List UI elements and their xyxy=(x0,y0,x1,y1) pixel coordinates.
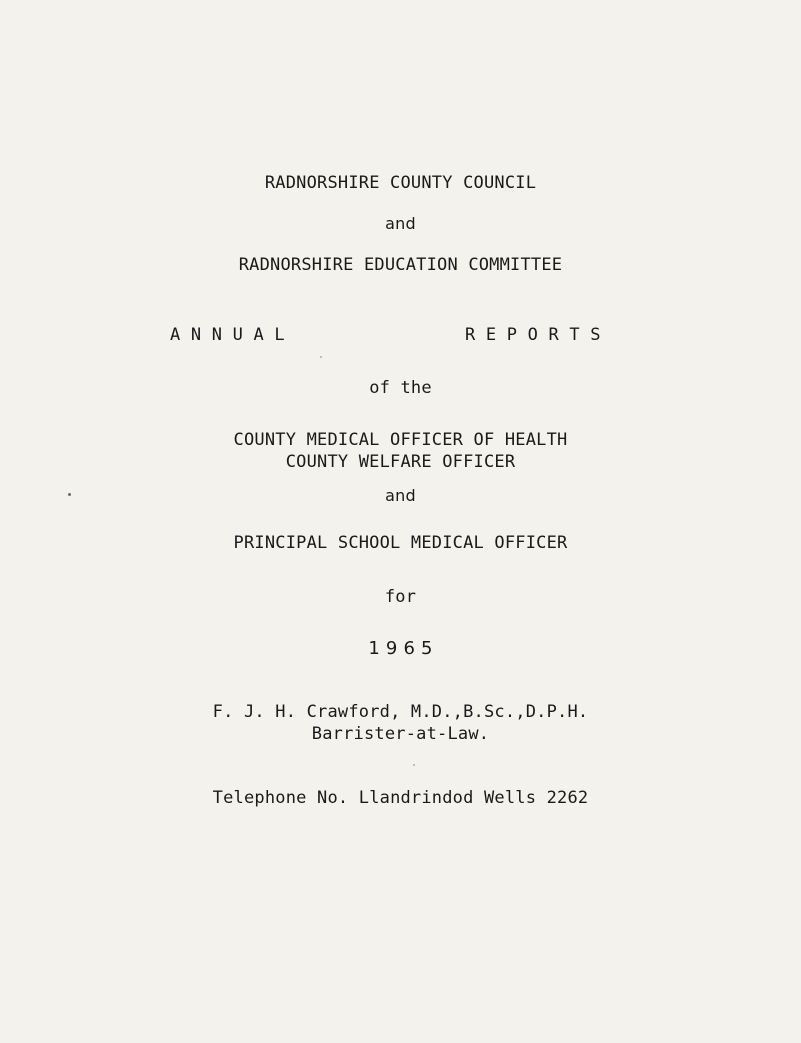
paper-speck xyxy=(413,764,415,766)
and-connector-2: and xyxy=(385,486,416,505)
heading-annual: A N N U A L xyxy=(170,325,285,345)
paper-speck xyxy=(68,493,71,496)
medical-officer-title: COUNTY MEDICAL OFFICER OF HEALTH xyxy=(233,430,568,450)
of-the-text: of the xyxy=(369,378,432,398)
author-name: F. J. H. Crawford, M.D.,B.Sc.,D.P.H. xyxy=(212,702,589,722)
report-year: 1 9 6 5 xyxy=(368,638,433,659)
heading-reports: R E P O R T S xyxy=(465,325,601,345)
council-title: RADNORSHIRE COUNTY COUNCIL xyxy=(264,173,537,193)
and-connector: and xyxy=(385,214,416,233)
paper-speck xyxy=(320,356,322,358)
author-profession: Barrister-at-Law. xyxy=(311,724,490,744)
school-officer-title: PRINCIPAL SCHOOL MEDICAL OFFICER xyxy=(233,533,568,553)
committee-title: RADNORSHIRE EDUCATION COMMITTEE xyxy=(238,255,563,275)
telephone-line: Telephone No. Llandrindod Wells 2262 xyxy=(212,788,589,808)
for-text: for xyxy=(384,587,417,607)
welfare-officer-title: COUNTY WELFARE OFFICER xyxy=(285,452,516,472)
